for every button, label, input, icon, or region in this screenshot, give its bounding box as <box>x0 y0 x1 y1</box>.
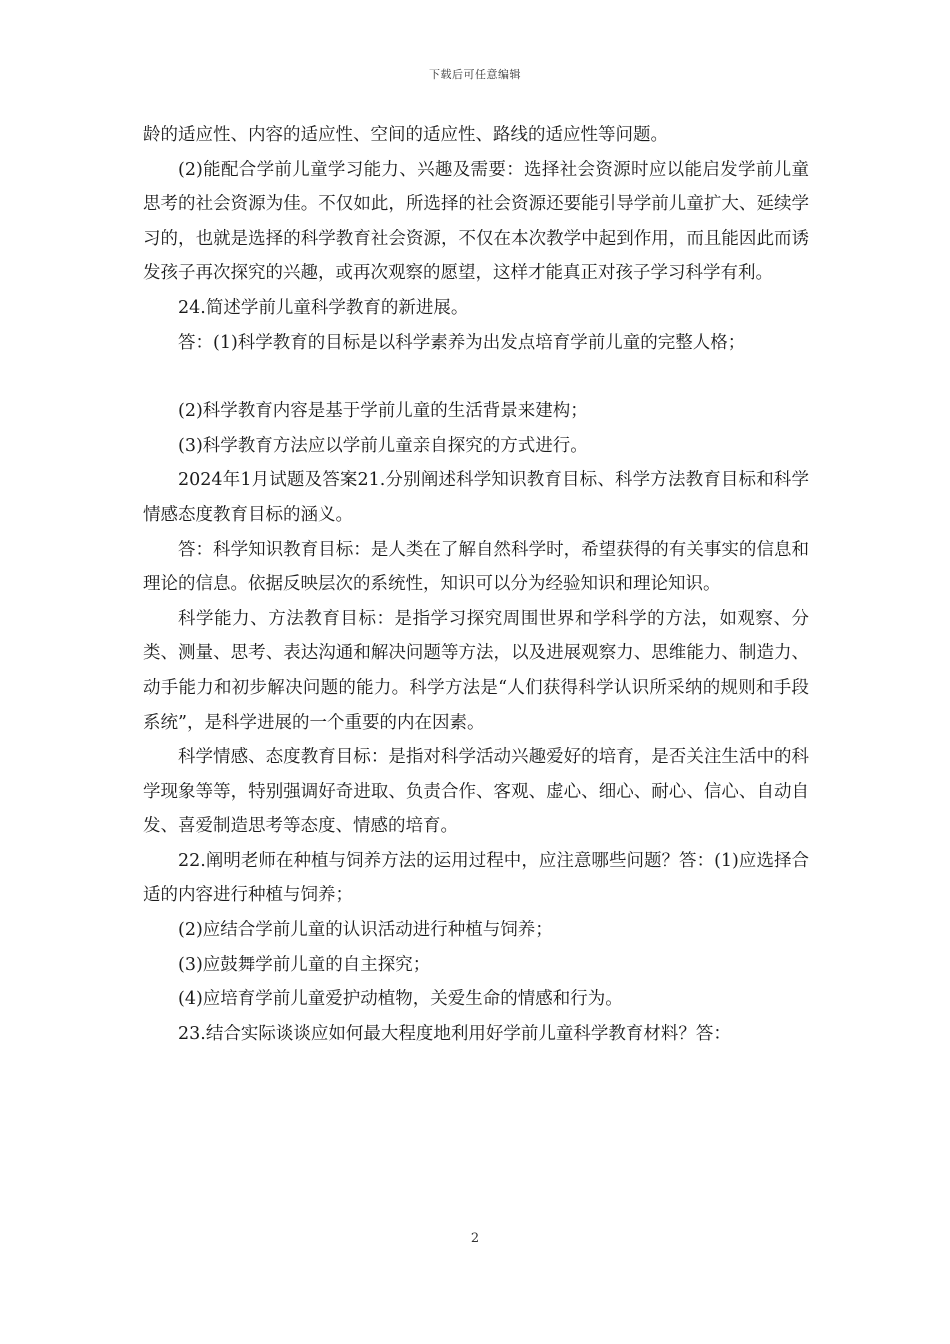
paragraph-gap <box>143 360 809 394</box>
paragraph-p10: 科学情感、态度教育目标：是指对科学活动兴趣爱好的培育，是否关注生活中的科学现象等等，特别强调好奇进取、负责合作、客观、虚心、细心、耐心、信心、自动自发、喜爱制造思考等态度、情感的培育。 <box>143 747 809 837</box>
page-header: 下载后可任意编辑 <box>429 68 521 81</box>
paragraph-p12: (2)应结合学前儿童的认识活动进行种植与饲养； <box>178 920 553 941</box>
paragraph-p15: 23.结合实际谈谈应如何最大程度地利用好学前儿童科学教育材料？答： <box>178 1023 731 1044</box>
paragraph-p11: 22.阐明老师在种植与饲养方法的运用过程中，应注意哪些问题？答：(1)应选择合适的内容进行种植与饲养； <box>143 850 809 906</box>
paragraph-p8: 答：科学知识教育目标：是人类在了解自然科学时，希望获得的有关事实的信息和理论的信息。依据反映层次的系统性，知识可以分为经验知识和理论知识。 <box>143 539 809 595</box>
paragraph-p3: 24.简述学前儿童科学教育的新进展。 <box>178 297 469 318</box>
paragraph-p6: (3)科学教育方法应以学前儿童亲自探究的方式进行。 <box>178 435 588 456</box>
paragraph-p5: (2)科学教育内容是基于学前儿童的生活背景来建构； <box>178 401 588 422</box>
paragraph-p7: 2024年1月试题及答案21.分别阐述科学知识教育目标、科学方法教育目标和科学情感态度教育目标的涵义。 <box>143 470 809 525</box>
paragraph-p4: 答：(1)科学教育的目标是以科学素养为出发点培育学前儿童的完整人格； <box>178 332 746 353</box>
paragraph-p1: 龄的适应性、内容的适应性、空间的适应性、路线的适应性等问题。 <box>143 125 668 145</box>
paragraph-p2: (2)能配合学前儿童学习能力、兴趣及需要：选择社会资源时应以能启发学前儿童思考的社会资源为佳。不仅如此，所选择的社会资源还要能引导学前儿童扩大、延续学习的，也就是选择的科学教育社会资源，不仅在本次教学中起到作用，而且能因此而诱发孩子再次探究的兴趣，或再次观察的愿望，这样才能真正对孩子学习科学有利。 <box>143 159 809 284</box>
paragraph-p14: (4)应培育学前儿童爱护动植物，关爱生命的情感和行为。 <box>178 989 623 1010</box>
paragraph-p9: 科学能力、方法教育目标：是指学习探究周围世界和学科学的方法，如观察、分类、测量、思考、表达沟通和解决问题等方法，以及进展观察力、思维能力、制造力、动手能力和初步解决问题的能力。科学方法是“人们获得科学认识所采纳的规则和手段系统”，是科学进展的一个重要的内在因素。 <box>143 608 809 733</box>
document-body <box>143 118 809 1051</box>
paragraph-p13: (3)应鼓舞学前儿童的自主探究； <box>178 954 431 975</box>
page-number: 2 <box>470 1231 480 1246</box>
